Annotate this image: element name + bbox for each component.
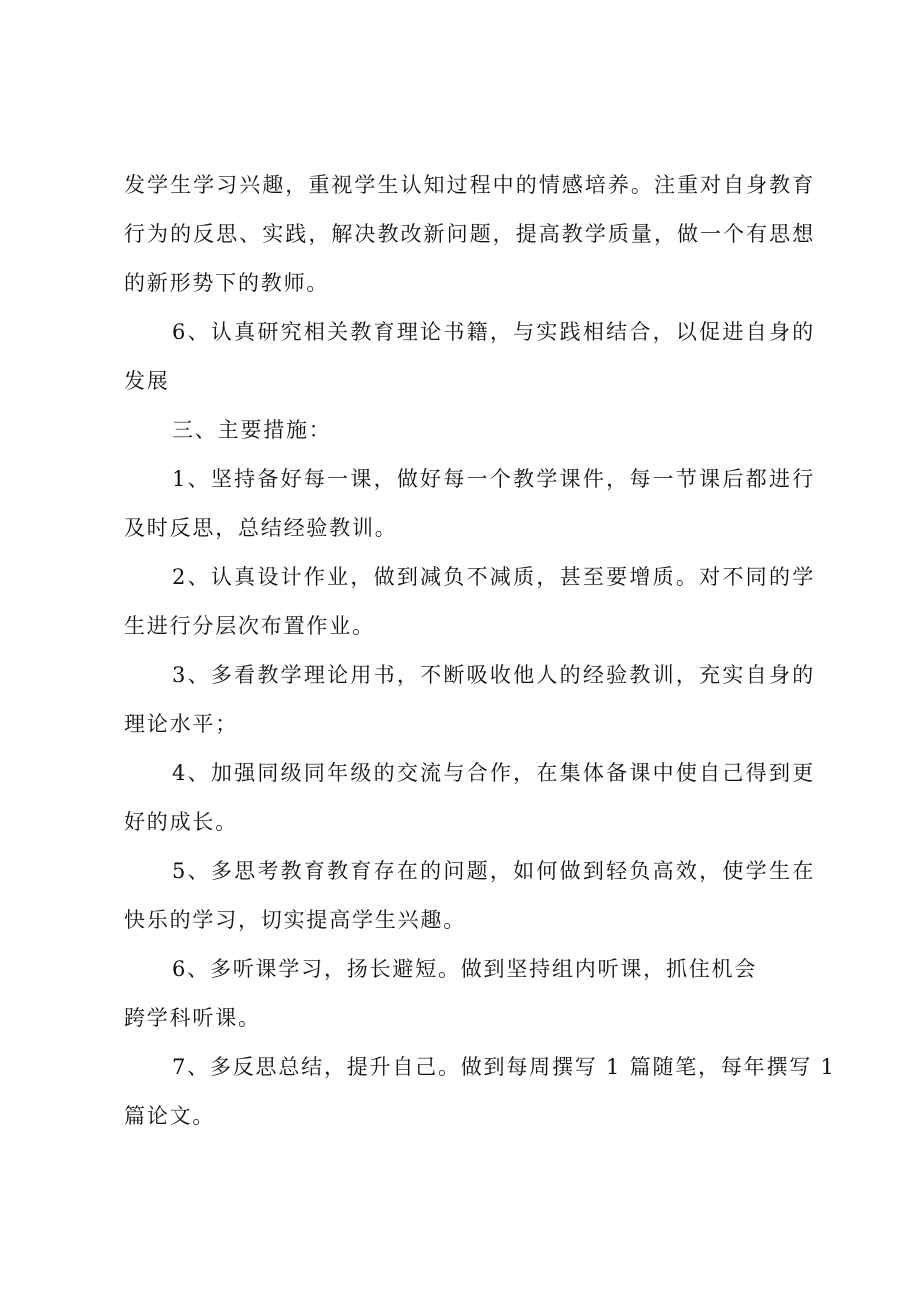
text-line: 好的成长。 (124, 810, 238, 834)
measure-item-3 (124, 651, 815, 749)
text-line: 发展 (124, 369, 170, 393)
measure-item-6 (124, 945, 815, 1043)
text-line: 及时反思，总结经验教训。 (124, 516, 398, 540)
section-heading: 三、主要措施： (172, 418, 332, 442)
text-line: 跨学科听课。 (124, 1006, 261, 1030)
text-line: 6、多听课学习，扬长避短。做到坚持组内听课，抓住机会 (172, 957, 758, 981)
section-heading-measures (124, 406, 815, 455)
text-line: 1、坚持备好每一课，做好每一个教学课件，每一节课后都进行 (172, 467, 815, 491)
text-line: 2、认真设计作业，做到减负不减质，甚至要增质。对不同的学 (172, 565, 815, 589)
text-line: 生进行分层次布置作业。 (124, 614, 375, 638)
text-line: 3、多看教学理论用书，不断吸收他人的经验教训，充实自身的 (172, 663, 815, 687)
text-line: 发学生学习兴趣，重视学生认知过程中的情感培养。注重对自身教育 (124, 173, 815, 197)
text-line: 的新形势下的教师。 (124, 271, 330, 295)
document-body (124, 161, 836, 1141)
text-line: 理论水平； (124, 712, 238, 736)
measure-item-5 (124, 847, 815, 945)
text-line: 行为的反思、实践，解决教改新问题，提高教学质量，做一个有思想 (124, 222, 815, 246)
text-line: 篇论文。 (124, 1104, 216, 1128)
paragraph-continuation (124, 161, 815, 308)
text-line: 快乐的学习，切实提高学生兴趣。 (124, 908, 466, 932)
measure-item-1 (124, 455, 815, 553)
measure-item-2 (124, 553, 815, 651)
text-line: 6、认真研究相关教育理论书籍，与实践相结合，以促进自身的 (172, 320, 815, 344)
text-line: 5、多思考教育教育存在的问题，如何做到轻负高效，使学生在 (172, 859, 815, 883)
text-line: 4、加强同级同年级的交流与合作，在集体备课中使自己得到更 (172, 761, 815, 785)
goal-item-6 (124, 308, 815, 406)
measure-item-7 (124, 1043, 836, 1141)
text-line: 7、多反思总结，提升自己。做到每周撰写 1 篇随笔，每年撰写 1 (172, 1055, 836, 1079)
measure-item-4 (124, 749, 815, 847)
